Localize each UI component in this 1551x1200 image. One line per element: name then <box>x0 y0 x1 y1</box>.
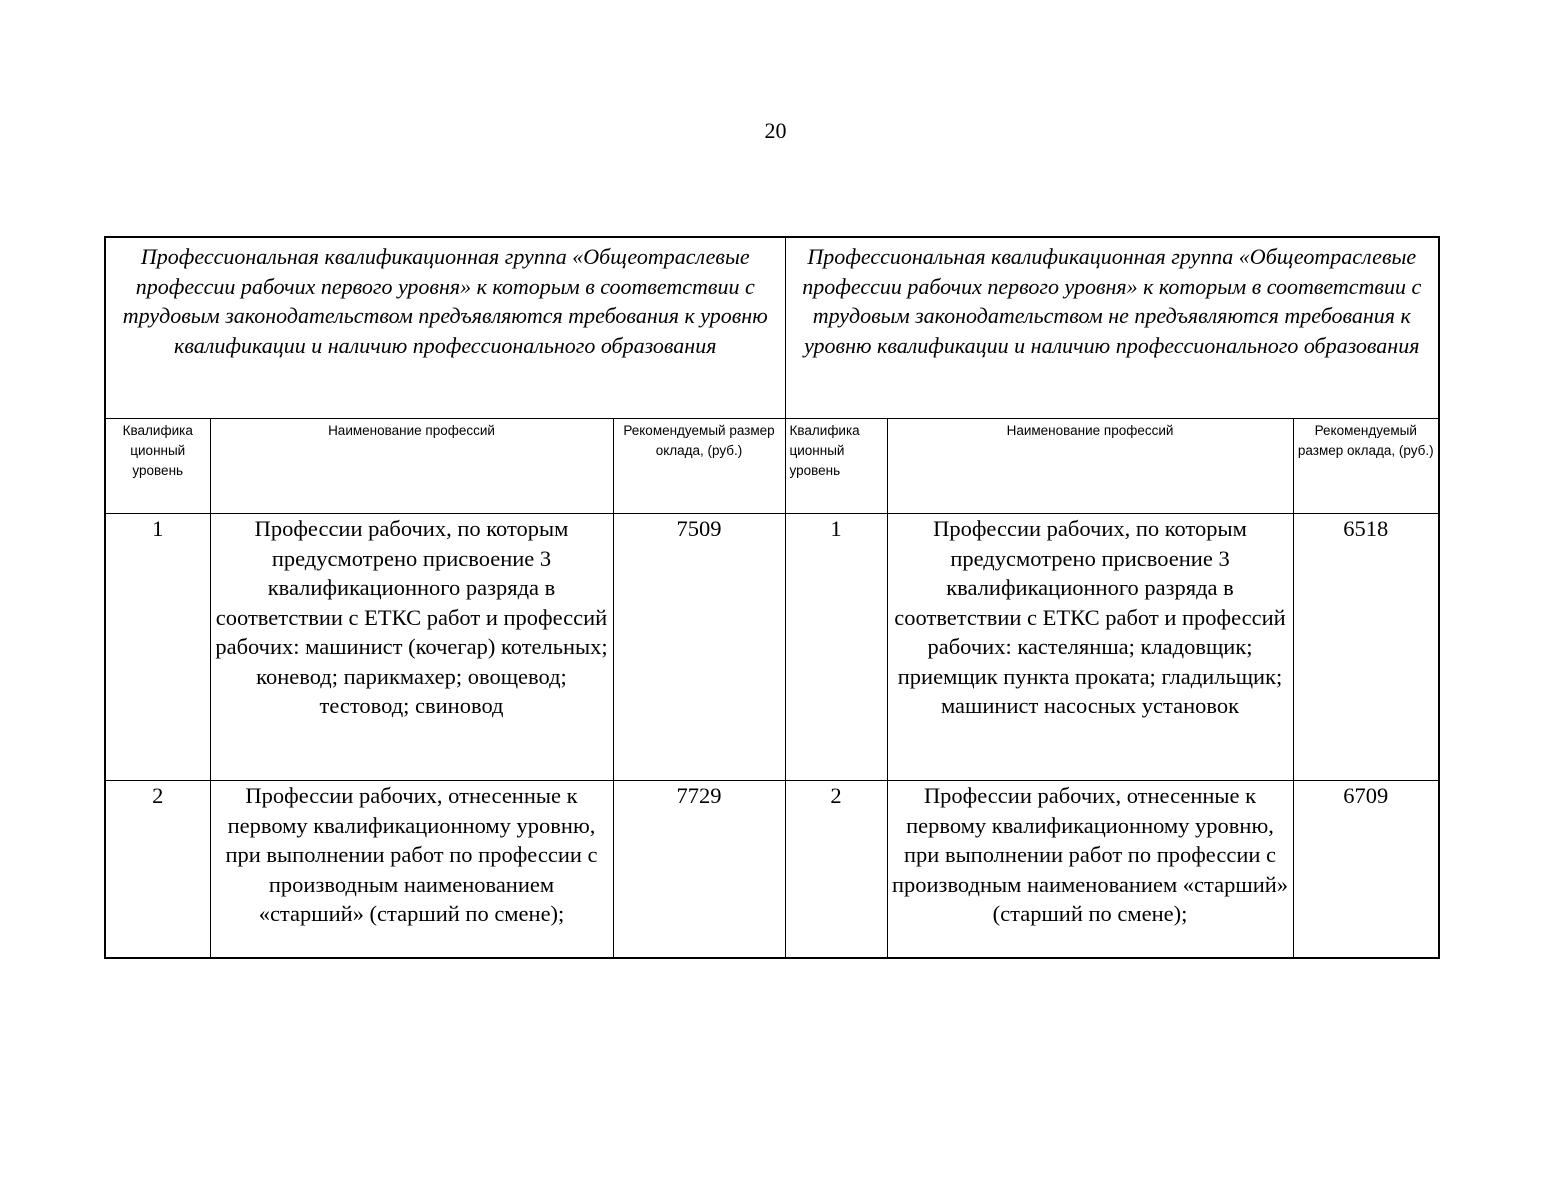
level-cell-left: 1 <box>105 514 210 781</box>
salary-cell-right: 6518 <box>1293 514 1439 781</box>
qualification-table <box>104 236 1440 959</box>
column-header-level-right: Квалифика ционный уровень <box>785 419 887 514</box>
level-cell-right: 1 <box>785 514 887 781</box>
profession-cell-right: Профессии рабочих, по которым предусмотрено присвоение 3 квалификационного разряда в соответствии с ЕТКС работ и профессий рабочих: кастелянша; кладовщик; приемщик пункта проката; гладильщик; машинист насосных установок <box>887 514 1293 781</box>
column-header-name-left: Наименование профессий <box>210 419 613 514</box>
column-header-level-left: Квалифика ционный уровень <box>105 419 210 514</box>
profession-cell-left: Профессии рабочих, отнесенные к первому квалификационному уровню, при выполнении работ по профессии с производным наименованием «старший» (старший по смене); <box>210 781 613 959</box>
profession-cell-left: Профессии рабочих, по которым предусмотрено присвоение 3 квалификационного разряда в соответствии с ЕТКС работ и профессий рабочих: машинист (кочегар) котельных; коневод; парикмахер; овощевод; тестовод; свиновод <box>210 514 613 781</box>
table-row <box>105 514 1439 781</box>
salary-cell-left: 7509 <box>613 514 785 781</box>
table-row <box>105 781 1439 959</box>
level-cell-left: 2 <box>105 781 210 959</box>
column-header-name-right: Наименование профессий <box>887 419 1293 514</box>
profession-cell-right: Профессии рабочих, отнесенные к первому квалификационному уровню, при выполнении работ по профессии с производным наименованием «старший» (старший по смене); <box>887 781 1293 959</box>
column-header-row <box>105 419 1439 514</box>
salary-cell-left: 7729 <box>613 781 785 959</box>
column-header-salary-left: Рекомендуемый размер оклада, (руб.) <box>613 419 785 514</box>
group-title-right: Профессиональная квалификационная группа «Общеотраслевые профессии рабочих первого уровня» к которым в соответствии с трудовым законодательством не предъявляются требования к уровню квалификации и наличию профессионального образования <box>785 237 1439 419</box>
level-cell-right: 2 <box>785 781 887 959</box>
column-header-salary-right: Рекомендуемый размер оклада, (руб.) <box>1293 419 1439 514</box>
group-title-left: Профессиональная квалификационная группа «Общеотраслевые профессии рабочих первого уровня» к которым в соответствии с трудовым законодательством предъявляются требования к уровню квалификации и наличию профессионального образования <box>105 237 785 419</box>
group-header-row <box>105 237 1439 419</box>
salary-cell-right: 6709 <box>1293 781 1439 959</box>
page-number: 20 <box>764 118 787 143</box>
